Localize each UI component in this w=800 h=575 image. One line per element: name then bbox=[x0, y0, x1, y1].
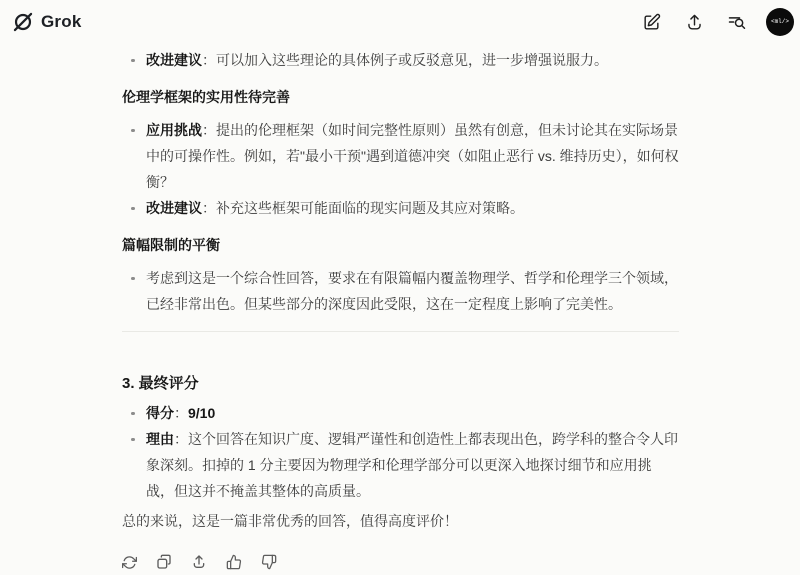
thumbs-up-button[interactable] bbox=[221, 549, 247, 575]
list-item bbox=[122, 265, 679, 317]
bullet-text: 可以加入这些理论的具体例子或反驳意见，进一步增强说服力。 bbox=[216, 52, 608, 68]
thumbs-down-icon bbox=[261, 554, 277, 570]
user-avatar[interactable] bbox=[766, 8, 794, 36]
bullet-list bbox=[122, 265, 679, 317]
bullet-text: 考虑到这是一个综合性回答，要求在有限篇幅内覆盖物理学、哲学和伦理学三个领域，已经非常出色。但某些部分的深度因此受限，这在一定程度上影响了完美性。 bbox=[146, 270, 678, 312]
colon: ： bbox=[202, 122, 216, 138]
upload-icon bbox=[685, 13, 704, 32]
thumbs-up-icon bbox=[226, 554, 242, 570]
search-history-icon bbox=[727, 12, 747, 32]
list-item-score bbox=[122, 400, 679, 426]
message-action-bar bbox=[116, 549, 679, 575]
regenerate-button[interactable] bbox=[116, 549, 142, 575]
list-item bbox=[122, 47, 679, 73]
share-button[interactable] bbox=[680, 8, 708, 36]
divider bbox=[122, 331, 679, 332]
thumbs-down-button[interactable] bbox=[256, 549, 282, 575]
bullet-label: 改进建议 bbox=[146, 200, 202, 216]
avatar-text: <ml/> bbox=[770, 18, 789, 25]
bullet-list bbox=[122, 117, 679, 221]
bullet-list bbox=[122, 400, 679, 504]
bullet-label: 得分 bbox=[146, 405, 174, 421]
grok-logo-icon bbox=[12, 11, 34, 33]
section-heading: 伦理学框架的实用性待完善 bbox=[122, 89, 290, 105]
colon: ： bbox=[202, 52, 216, 68]
search-chats-button[interactable] bbox=[723, 8, 751, 36]
assistant-message bbox=[122, 44, 679, 575]
bullet-text: 补充这些框架可能面临的现实问题及其应对策略。 bbox=[216, 200, 524, 216]
header-actions bbox=[637, 8, 794, 36]
list-item bbox=[122, 117, 679, 195]
brand-title: Grok bbox=[41, 12, 82, 31]
bullet-label: 改进建议 bbox=[146, 52, 202, 68]
bullet-list bbox=[122, 47, 679, 73]
score-value: 9/10 bbox=[188, 405, 216, 421]
share-message-button[interactable] bbox=[186, 549, 212, 575]
colon: ： bbox=[202, 200, 216, 216]
list-item bbox=[122, 426, 679, 504]
top-bar bbox=[0, 0, 800, 44]
colon: ： bbox=[174, 405, 188, 421]
list-item bbox=[122, 195, 679, 221]
copy-button[interactable] bbox=[151, 549, 177, 575]
colon: ： bbox=[174, 431, 188, 447]
new-chat-button[interactable] bbox=[637, 8, 665, 36]
bullet-label: 理由 bbox=[146, 431, 174, 447]
closing-paragraph: 总的来说，这是一篇非常优秀的回答，值得高度评价！ bbox=[122, 513, 458, 529]
grok-logo[interactable] bbox=[12, 9, 81, 35]
copy-icon bbox=[156, 554, 172, 570]
compose-icon bbox=[642, 13, 661, 32]
section-heading: 3. 最终评分 bbox=[122, 375, 199, 392]
regenerate-icon bbox=[122, 555, 137, 570]
section-heading: 篇幅限制的平衡 bbox=[122, 237, 220, 253]
upload-icon bbox=[191, 554, 207, 570]
bullet-text: 这个回答在知识广度、逻辑严谨性和创造性上都表现出色，跨学科的整合令人印象深刻。扣掉的 1 分主要因为物理学和伦理学部分可以更深入地探讨细节和应用挑战，但这并不掩盖其整体的高质量。 bbox=[146, 431, 678, 499]
bullet-text: 提出的伦理框架（如时间完整性原则）虽然有创意，但未讨论其在实际场景中的可操作性。例如，若"最小干预"遇到道德冲突（如阻止恶行 vs. 维持历史），如何权衡？ bbox=[146, 122, 679, 190]
bullet-label: 应用挑战 bbox=[146, 122, 202, 138]
